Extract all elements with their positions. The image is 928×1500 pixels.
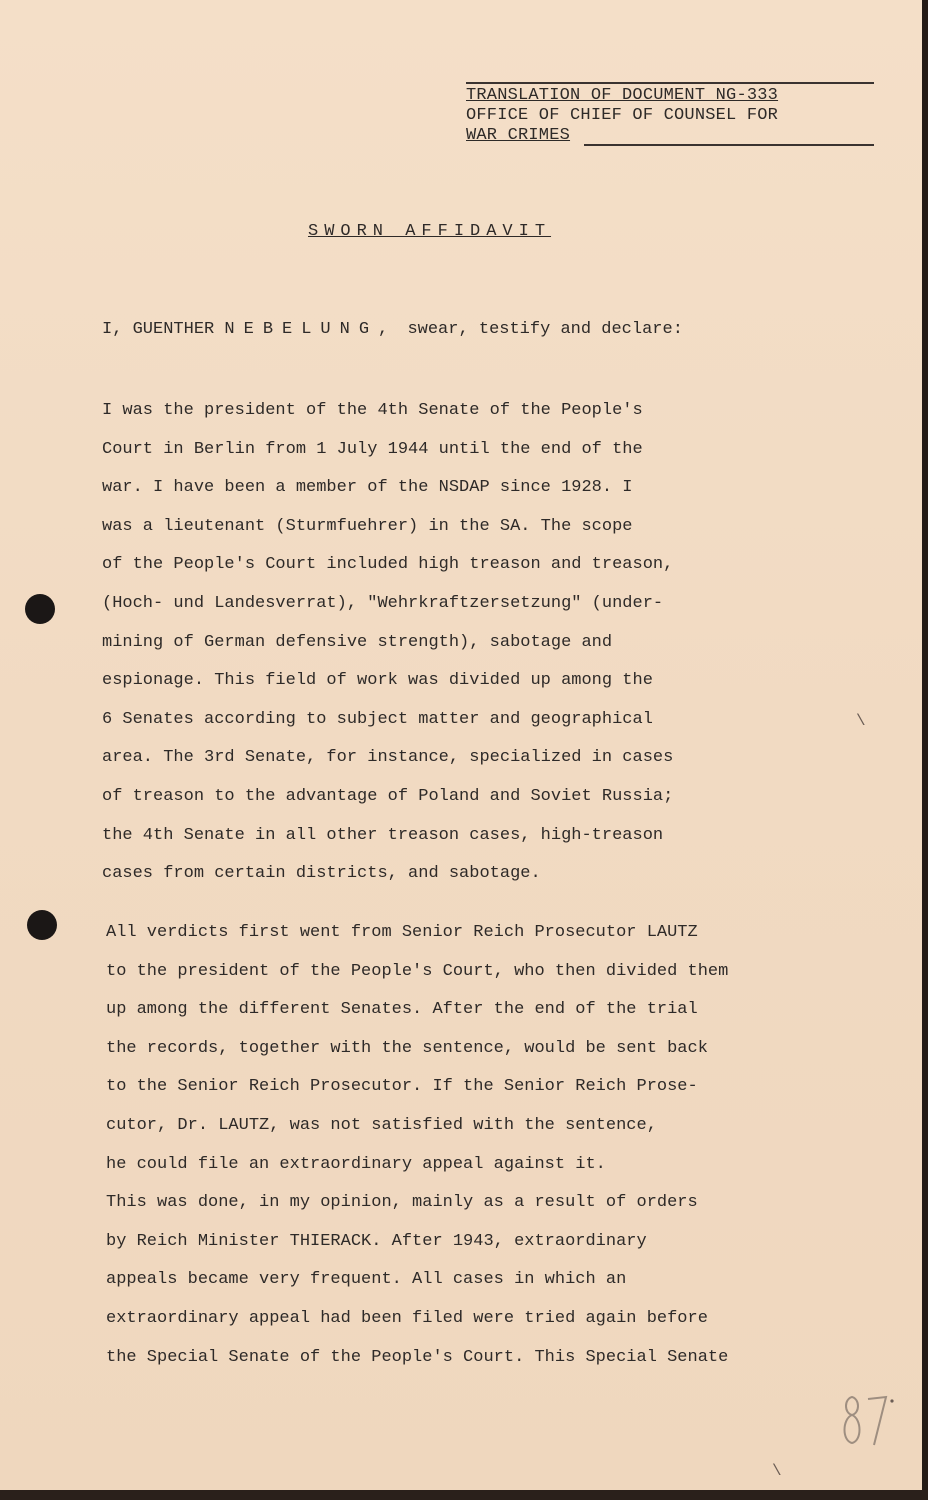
header-line-3: WAR CRIMES [466,126,571,145]
header-line-1: TRANSLATION OF DOCUMENT NG-333 [466,86,779,105]
paragraph-1 [102,392,673,894]
stray-mark: \ [772,1462,782,1480]
text-line: extraordinary appeal had been filed were tried again before [106,1308,708,1328]
document-title: SWORN AFFIDAVIT [308,222,552,241]
punch-hole [25,594,55,624]
text-line: to the president of the People's Court, who then divided them [106,961,729,981]
text-line: the records, together with the sentence, would be sent back [106,1038,708,1058]
translation-header [466,86,876,146]
declaration-line [102,320,683,339]
text-line: Court in Berlin from 1 July 1944 until the end of the [102,439,643,459]
text-line: cases from certain districts, and sabotage. [102,864,541,884]
stray-mark: \ [856,712,866,730]
handwritten-page-number [838,1385,898,1455]
affiant-name: NEBELUNG, [224,320,398,339]
declaration-prefix: I, GUENTHER [102,320,225,339]
text-line: to the Senior Reich Prosecutor. If the Senior Reich Prose- [106,1077,698,1097]
text-line: (Hoch- und Landesverrat), "Wehrkraftzersetzung" (under- [102,593,664,613]
page-number-text: 87 [838,1385,840,1386]
page-edge-right [922,0,928,1500]
text-line: the Special Senate of the People's Court. This Special Senate [106,1347,729,1367]
text-line: 6 Senates according to subject matter and geographical [102,709,653,729]
text-line: espionage. This field of work was divided up among the [102,671,653,691]
text-line: of treason to the advantage of Poland and Soviet Russia; [102,786,674,806]
declaration-suffix: swear, testify and declare: [397,320,683,339]
text-line: by Reich Minister THIERACK. After 1943, extraordinary [106,1231,647,1251]
header-line-2: OFFICE OF CHIEF OF COUNSEL FOR [466,106,779,125]
text-line: up among the different Senates. After the end of the trial [106,1000,698,1020]
text-line: cutor, Dr. LAUTZ, was not satisfied with the sentence, [106,1115,657,1135]
text-line: All verdicts first went from Senior Reich Prosecutor LAUTZ [106,923,698,942]
text-line: the 4th Senate in all other treason cases, high-treason [102,825,664,845]
header-rule-top [466,82,874,84]
text-line: I was the president of the 4th Senate of the People's [102,401,643,420]
text-line: mining of German defensive strength), sabotage and [102,632,613,652]
punch-hole [27,910,57,940]
text-line: was a lieutenant (Sturmfuehrer) in the SA. The scope [102,516,633,536]
text-line: This was done, in my opinion, mainly as a result of orders [106,1193,698,1213]
text-line: appeals became very frequent. All cases in which an [106,1270,627,1290]
page-edge-bottom [0,1490,928,1500]
text-line: war. I have been a member of the NSDAP since 1928. I [102,478,633,498]
header-rule-bottom [584,144,874,146]
text-line: area. The 3rd Senate, for instance, specialized in cases [102,748,674,768]
text-line: he could file an extraordinary appeal against it. [106,1154,606,1174]
paragraph-2 [106,914,728,1377]
text-line: of the People's Court included high treason and treason, [102,555,674,575]
